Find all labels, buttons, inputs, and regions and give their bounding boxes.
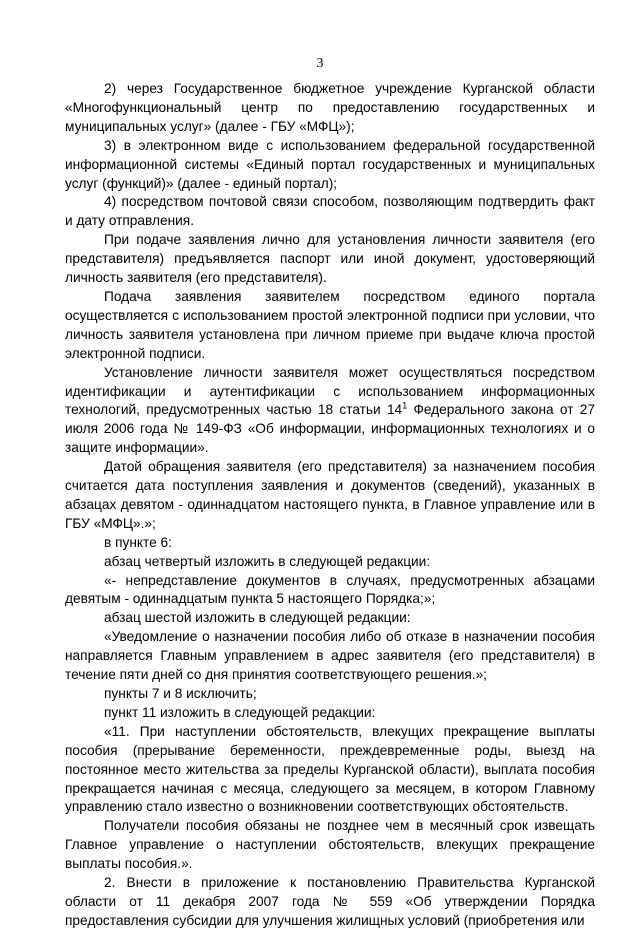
paragraph-item-2: 2) через Государственное бюджетное учреждение Курганской области «Многофункциональный центр по предоставлению государственных и муниципальных услуг» (далее - ГБУ «МФЦ»); <box>65 81 595 134</box>
paragraph-identification <box>65 364 595 459</box>
paragraph-identification-part2: Федерального закона от 27 июля 2006 года № 149-ФЗ «Об информации, информационных технологиях и о защите информации». <box>65 402 596 456</box>
paragraph-point-11-heading: пункт 11 изложить в следующей редакции: <box>104 704 376 720</box>
paragraph-personal-submission: При подаче заявления лично для установления личности заявителя (его представителя) предъявляется паспорт или иной документ, удостоверяющий личность заявителя (его представителя). <box>65 232 595 286</box>
paragraph-portal-submission: Подача заявления заявителем посредством единого портала осуществляется с использованием простой электронной подписи при условии, что личность заявителя установлена при личном приеме при выдаче ключа простой электронной подписи. <box>65 288 595 361</box>
paragraph-point-6: в пункте 6: <box>104 534 172 550</box>
page-number: 3 <box>316 56 324 71</box>
paragraph-abzac-4-heading: абзац четвертый изложить в следующей редакции: <box>104 553 431 569</box>
paragraph-abzac-4-text: «- непредставление документов в случаях, предусмотренных абзацами девятым - одиннадцатым пункта 5 настоящего Порядка;»; <box>65 572 595 607</box>
paragraph-abzac-6-heading: абзац шестой изложить в следующей редакции: <box>104 610 411 626</box>
paragraph-identification-part1: Установление личности заявителя может осуществляться посредством идентификации и аутентификации с использованием информационных технологий, предусмотренных частью 18 статьи 14 <box>65 364 595 418</box>
paragraph-section-2: 2. Внести в приложение к постановлению Правительства Курганской области от 11 декабря 2007 года № 559 «Об утверждении Порядка предоставления субсидии для улучшения жилищных условий (приобретения или <box>65 875 595 928</box>
paragraph-points-7-8: пункты 7 и 8 исключить; <box>104 686 257 701</box>
paragraph-recipients-obligation: Получатели пособия обязаны не позднее чем в месячный срок извещать Главное управление о наступлении обстоятельств, влекущих прекращение выплаты пособия.». <box>65 818 595 872</box>
paragraph-application-date: Датой обращения заявителя (его представителя) за назначением пособия считается дата поступления заявления и документов (сведений), указанных в абзацах девятом - одиннадцатом настоящего пункта, в Главное управление или в ГБУ «МФЦ».»; <box>65 459 595 531</box>
paragraph-item-4: 4) посредством почтовой связи способом, позволяющим подтвердить факт и дату отправления. <box>65 194 595 229</box>
paragraph-abzac-6-text: «Уведомление о назначении пособия либо об отказе в назначении пособия направляется Главным управлением в адрес заявителя (его представителя) в течение пяти дней со дня принятия соответствующего решения.»; <box>65 629 595 683</box>
document-body <box>65 80 595 931</box>
paragraph-point-11-text: «11. При наступлении обстоятельств, влекущих прекращение выплаты пособия (прерывание беременности, преждевременные роды, выезд на постоянное место жительства за пределы Курганской области), выплата пособия прекращается начиная с месяца, следующего за месяцем, в котором Главному управлению стало известно о возникновении соответствующих обстоятельств. <box>65 723 595 815</box>
footnote-superscript: 1 <box>402 400 408 411</box>
paragraph-item-3: 3) в электронном виде с использованием федеральной государственной информационной системы «Единый портал государственных и муниципальных услуг (функций)» (далее - единый портал); <box>65 137 595 191</box>
